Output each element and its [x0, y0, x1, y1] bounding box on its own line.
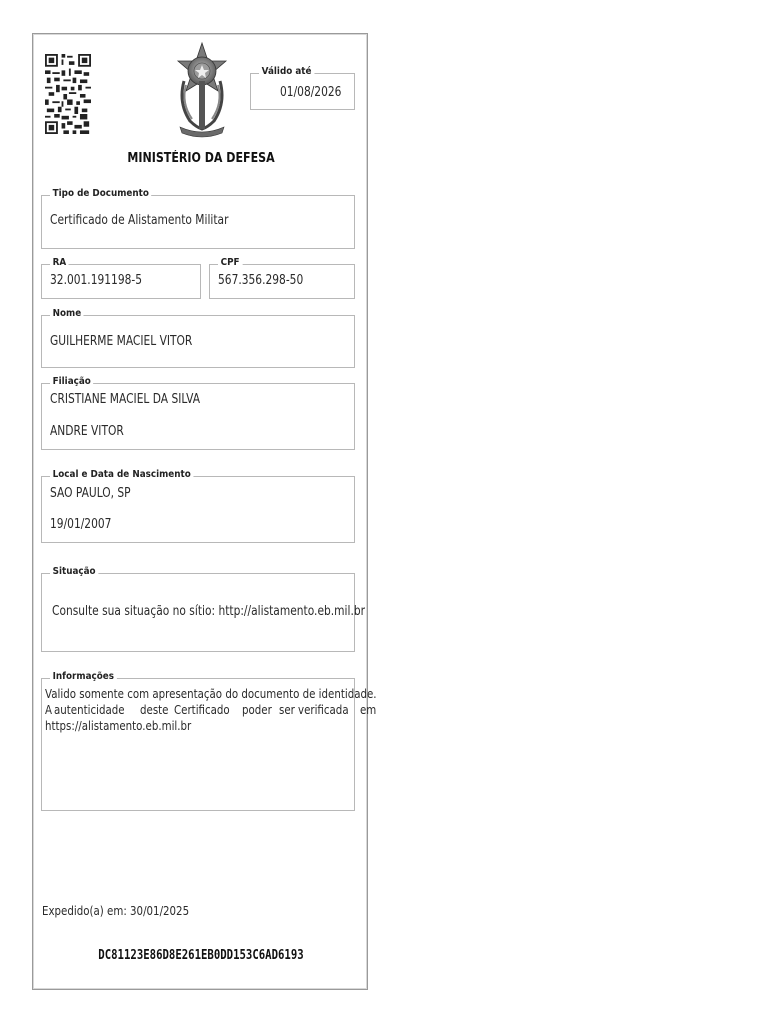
cpf-label: CPF: [218, 256, 242, 270]
info-word: ser: [278, 702, 295, 717]
name-label: Nome: [50, 307, 84, 321]
info-line-2: [45, 702, 376, 718]
info-line-1: Valido somente com apresentação do documento de identidade.: [45, 686, 377, 701]
doc-type-value: Certificado de Alistamento Militar: [50, 213, 229, 228]
cpf-box: [209, 257, 355, 299]
birth-label: Local e Data de Nascimento: [50, 468, 193, 482]
affiliation-box: [41, 376, 355, 450]
birth-date: 19/01/2007: [50, 517, 112, 532]
valid-until-box: [250, 66, 355, 110]
info-word: autenticidade: [53, 702, 125, 717]
ministry-title: MINISTÉRIO DA DEFESA: [127, 151, 275, 166]
qr-code-icon: [45, 54, 91, 134]
valid-until-value: 01/08/2026: [280, 85, 342, 100]
validation-code: DC81123E86D8E261EB0DD153C6AD6193: [98, 948, 304, 963]
doc-type-label: Tipo de Documento: [50, 187, 152, 201]
valid-until-label: Válido até: [259, 65, 314, 79]
info-word: em: [359, 702, 376, 717]
affiliation-mother: CRISTIANE MACIEL DA SILVA: [50, 392, 201, 407]
info-line-3: https://alistamento.eb.mil.br: [45, 718, 192, 733]
name-value: GUILHERME MACIEL VITOR: [50, 334, 193, 349]
name-box: [41, 308, 355, 368]
situation-box: [41, 566, 366, 652]
military-certificate: [32, 33, 377, 990]
ra-value: 32.001.191198-5: [50, 273, 143, 288]
info-text: [45, 686, 377, 734]
info-word: A: [45, 702, 53, 717]
affiliation-label: Filiação: [50, 375, 93, 389]
cpf-value: 567.356.298-50: [218, 273, 304, 288]
info-box: [41, 671, 377, 811]
birth-box: [41, 469, 355, 543]
affiliation-father: ANDRE VITOR: [50, 424, 124, 439]
situation-label: Situação: [50, 565, 98, 579]
ra-label: RA: [50, 256, 69, 270]
info-word: poder: [242, 702, 273, 717]
issued-date: Expedido(a) em: 30/01/2025: [42, 903, 190, 918]
doc-type-box: [41, 188, 355, 249]
info-word: deste: [139, 702, 169, 717]
info-word: verificada: [297, 702, 349, 717]
brazil-coat-of-arms-icon: [174, 41, 230, 141]
info-word: Certificado: [174, 702, 231, 717]
ra-box: [41, 257, 201, 299]
birth-place: SAO PAULO, SP: [50, 486, 131, 501]
info-label: Informações: [50, 670, 117, 684]
situation-value: Consulte sua situação no sítio: http://alistamento.eb.mil.br: [52, 604, 366, 619]
